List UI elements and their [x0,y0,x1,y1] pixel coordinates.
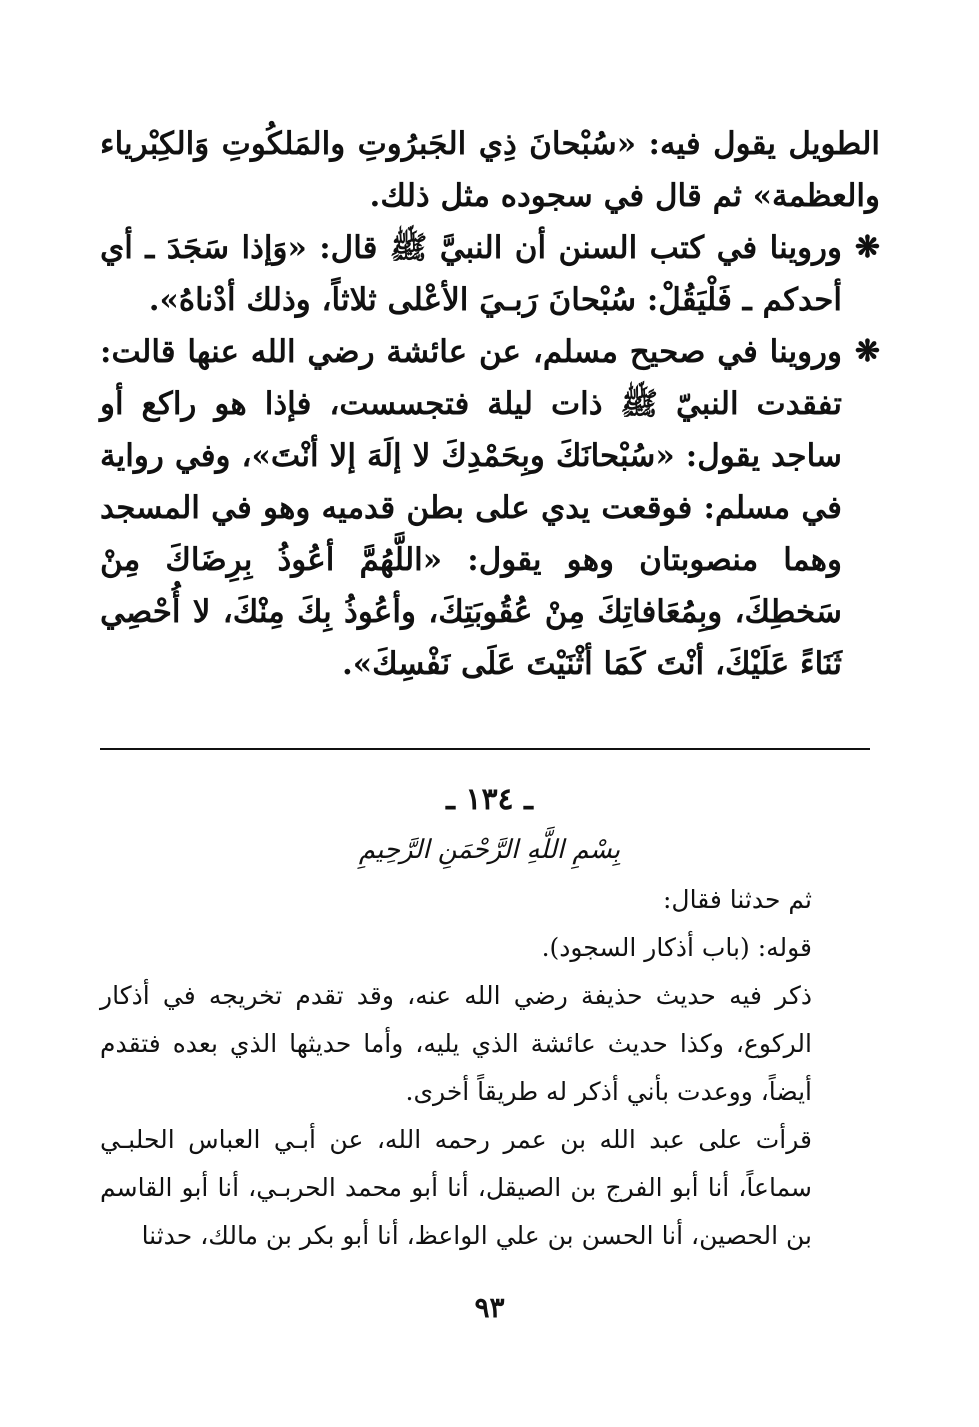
section-number: ـ ١٣٤ ـ [446,782,533,817]
basmala-heading: بِسْمِ اللَّهِ الرَّحْمَنِ الرَّحِيمِ [358,835,621,865]
lower-paragraph-intro: ثم حدثنا فقال: [663,885,812,914]
asterisk-bullet-icon: ❋ [854,230,880,265]
lower-text-block [100,876,870,1260]
page-number: ٩٣ [474,1291,505,1324]
upper-text-block [100,118,880,690]
paragraph-sunan-text: وروينا في كتب السنن أن النبيَّ ﷺ قال: «وَإذا سَجَدَ ـ أي أحدكم ـ فَلْيَقُلْ: سُبْحانَ رَبـيَ الأعْلى ثلاثاً، وذلك أدْناهُ». [100,230,842,318]
paragraph-muslim [100,326,880,690]
paragraph-muslim-text: وروينا في صحيح مسلم، عن عائشة رضي الله عنها قالت: تفقدت النبيّ ﷺ ذات ليلة فتجسست، فإذا هو راكع أو ساجد يقول: «سُبْحانَكَ وبِحَمْدِكَ لا إلَهَ إلا أنْتَ»، وفي رواية في مسلم: فوقعت يدي على بطن قدميه وهو في المسجد وهما منصوبتان وهو يقول: «اللَّهُمَّ أعُوذُ بِرِضَاكَ مِنْ سَخطِكَ، وبِمُعَافاتِكَ مِنْ عُقُوبَتِكَ، وأعُوذُ بِكَ مِنْكَ، لا أُحْصِي ثَنَاءً عَلَيْكَ، أنْتَ كَمَا أثْنَيْتَ عَلَى نَفْسِكَ». [100,334,842,682]
lower-paragraph-chapter: قوله: (باب أذكار السجود). [541,933,812,962]
paragraph-sunan [100,222,880,326]
footnote-divider [100,748,870,750]
paragraph-continuation: الطويل يقول فيه: «سُبْحانَ ذِي الجَبرُوتِ والمَلكُوتِ وَالكِبْرياء والعظمة» ثم قال في سجوده مثل ذلك. [100,126,880,214]
lower-paragraph-isnad: قرأت على عبد الله بن عمر رحمه الله، عن أبـي العباس الحلبـي سماعاً، أنا أبو الفرج بن الصيقل، أنا أبو محمد الحربـي، أنا أبو القاسم بن الحصين، أنا الحسن بن علي الواعظ، أنا أبو بكر بن مالك، حدثنا [100,1125,812,1250]
lower-paragraph-commentary: ذكر فيه حديث حذيفة رضي الله عنه، وقد تقدم تخريجه في أذكار الركوع، وكذا حديث عائشة الذي يليه، وأما حديثها الذي بعده فتقدم أيضاً، ووعدت بأني أذكر له طريقاً أخرى. [100,981,812,1106]
asterisk-bullet-icon: ❋ [854,334,880,369]
